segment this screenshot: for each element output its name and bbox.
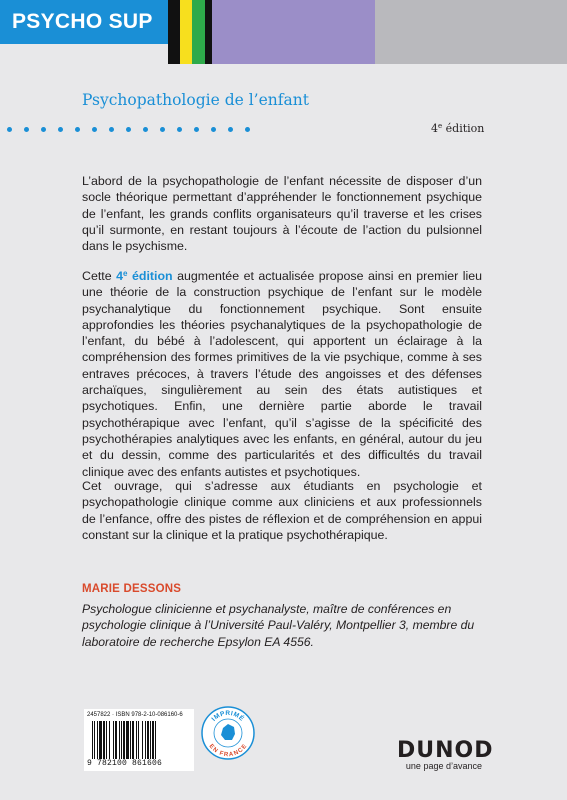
band-grey-block	[375, 0, 567, 64]
barcode-bar	[130, 721, 131, 759]
barcode-bar	[126, 721, 129, 759]
rule-dot	[177, 127, 182, 132]
rule-dot	[92, 127, 97, 132]
p2-body: augmentée et actualisée propose ainsi en premier lieu une théorie de la construction psychique de l’enfant sur le modèle psychanalytique du fonctionnement psychique. Sont ensuite approfondies les théories psychanalytiques de la psychopathologie de l’enfant, du bébé à l’adolescent, qui apportent un éclairage à la compréhension des formes primitives de la vie psychique, comme à ses entraves précoces, à travers l’étude des angoisses et des défenses archaïques, singulièrement au sein des états autistiques et psychotiques. Enfin, une dernière partie aborde le travail psychothérapique avec l’enfant, qu’il s’agisse de la spécificité des psychothérapies analytiques avec les enfants, en général, autour du jeu et du dessin, comme des particularités et des difficultés du travail clinique avec des enfants autistes et psychotiques.	[82, 269, 483, 479]
barcode-bar	[113, 721, 114, 759]
edition-highlight	[116, 269, 172, 283]
rule-dot	[41, 127, 46, 132]
band-black-stripe	[168, 0, 180, 64]
barcode-bar	[121, 721, 122, 759]
series-color-band	[0, 0, 567, 64]
description-paragraph-1: L’abord de la psychopathologie de l’enfant nécessite de disposer d’un socle théorique permettant d’appréhender le fonctionnement psychique de l’enfant, les grands conflits organisateurs qu’il traverse et les crises qu’il surmonte, en restant toujours à l’écoute de l’action du pulsionnel dans le psychisme.	[82, 174, 482, 254]
highlight-number: 4	[116, 269, 124, 283]
barcode-bar	[119, 721, 120, 759]
highlight-superscript: e	[123, 269, 128, 278]
barcode-bar	[138, 721, 139, 759]
barcode-bar	[97, 721, 98, 759]
barcode-bar	[106, 721, 107, 759]
edition-number: 4	[431, 122, 438, 135]
barcode	[84, 709, 194, 771]
rule-dot	[24, 127, 29, 132]
author-name: MARIE DESSONS	[82, 583, 182, 595]
rule-dot	[126, 127, 131, 132]
barcode-bar	[145, 721, 146, 759]
barcode-bars	[92, 721, 188, 759]
barcode-bar	[147, 721, 149, 759]
stamp-bottom-text: EN FRANCE	[207, 743, 249, 759]
rule-dot	[143, 127, 148, 132]
stamp-top-text: IMPRIMÉ	[210, 710, 246, 723]
band-cutout	[0, 44, 168, 64]
description-paragraph-2	[82, 266, 482, 480]
edition-label	[431, 122, 484, 135]
rule-dot	[75, 127, 80, 132]
edition-word: édition	[442, 122, 485, 135]
dotted-rule	[7, 127, 267, 135]
publisher-tagline: une page d’avance	[405, 761, 482, 771]
band-black-stripe-2	[205, 0, 212, 64]
band-lavender-block	[212, 0, 375, 64]
band-yellow-stripe	[180, 0, 192, 64]
rule-dot	[228, 127, 233, 132]
edition-superscript: e	[438, 122, 443, 130]
made-in-france-stamp	[201, 706, 255, 760]
barcode-bar	[94, 721, 95, 759]
barcode-bar	[142, 721, 143, 759]
rule-dot	[7, 127, 12, 132]
barcode-bar	[155, 721, 156, 759]
series-logo: PSYCHO SUP	[12, 10, 153, 33]
barcode-bar	[150, 721, 151, 759]
rule-dot	[245, 127, 250, 132]
barcode-bar	[132, 721, 134, 759]
rule-dot	[58, 127, 63, 132]
rule-dot	[109, 127, 114, 132]
barcode-bar	[115, 721, 117, 759]
barcode-bar	[103, 721, 105, 759]
barcode-bar	[99, 721, 102, 759]
isbn-line: 2457822 · ISBN 978-2-10-086160-6	[87, 712, 183, 718]
rule-dot	[211, 127, 216, 132]
ean-digits: 9 782100 861606	[87, 759, 163, 768]
barcode-bar	[136, 721, 137, 759]
barcode-bar	[92, 721, 93, 759]
publisher-logo: DUNOD	[397, 738, 494, 763]
barcode-bar	[123, 721, 125, 759]
highlight-word: édition	[127, 269, 173, 283]
rule-dot	[194, 127, 199, 132]
barcode-bar	[109, 721, 110, 759]
barcode-bar	[152, 721, 154, 759]
rule-dot	[160, 127, 165, 132]
band-green-stripe	[192, 0, 205, 64]
author-bio: Psychologue clinicienne et psychanalyste, maître de conférences en psychologie clinique à l’Université Paul-Valéry, Montpellier 3, membre du laboratoire de recherche Epsylon EA 4556.	[82, 602, 475, 649]
book-title: Psychopathologie de l’enfant	[82, 91, 309, 109]
p2-lead: Cette	[82, 269, 117, 283]
description-paragraph-3: Cet ouvrage, qui s’adresse aux étudiants en psychologie et psychopathologie clinique comme aux cliniciens et aux professionnels de l’enfance, offre des pistes de réflexion et de compréhension en appui constant sur la clinique et la pratique psychothérapique.	[82, 479, 482, 542]
